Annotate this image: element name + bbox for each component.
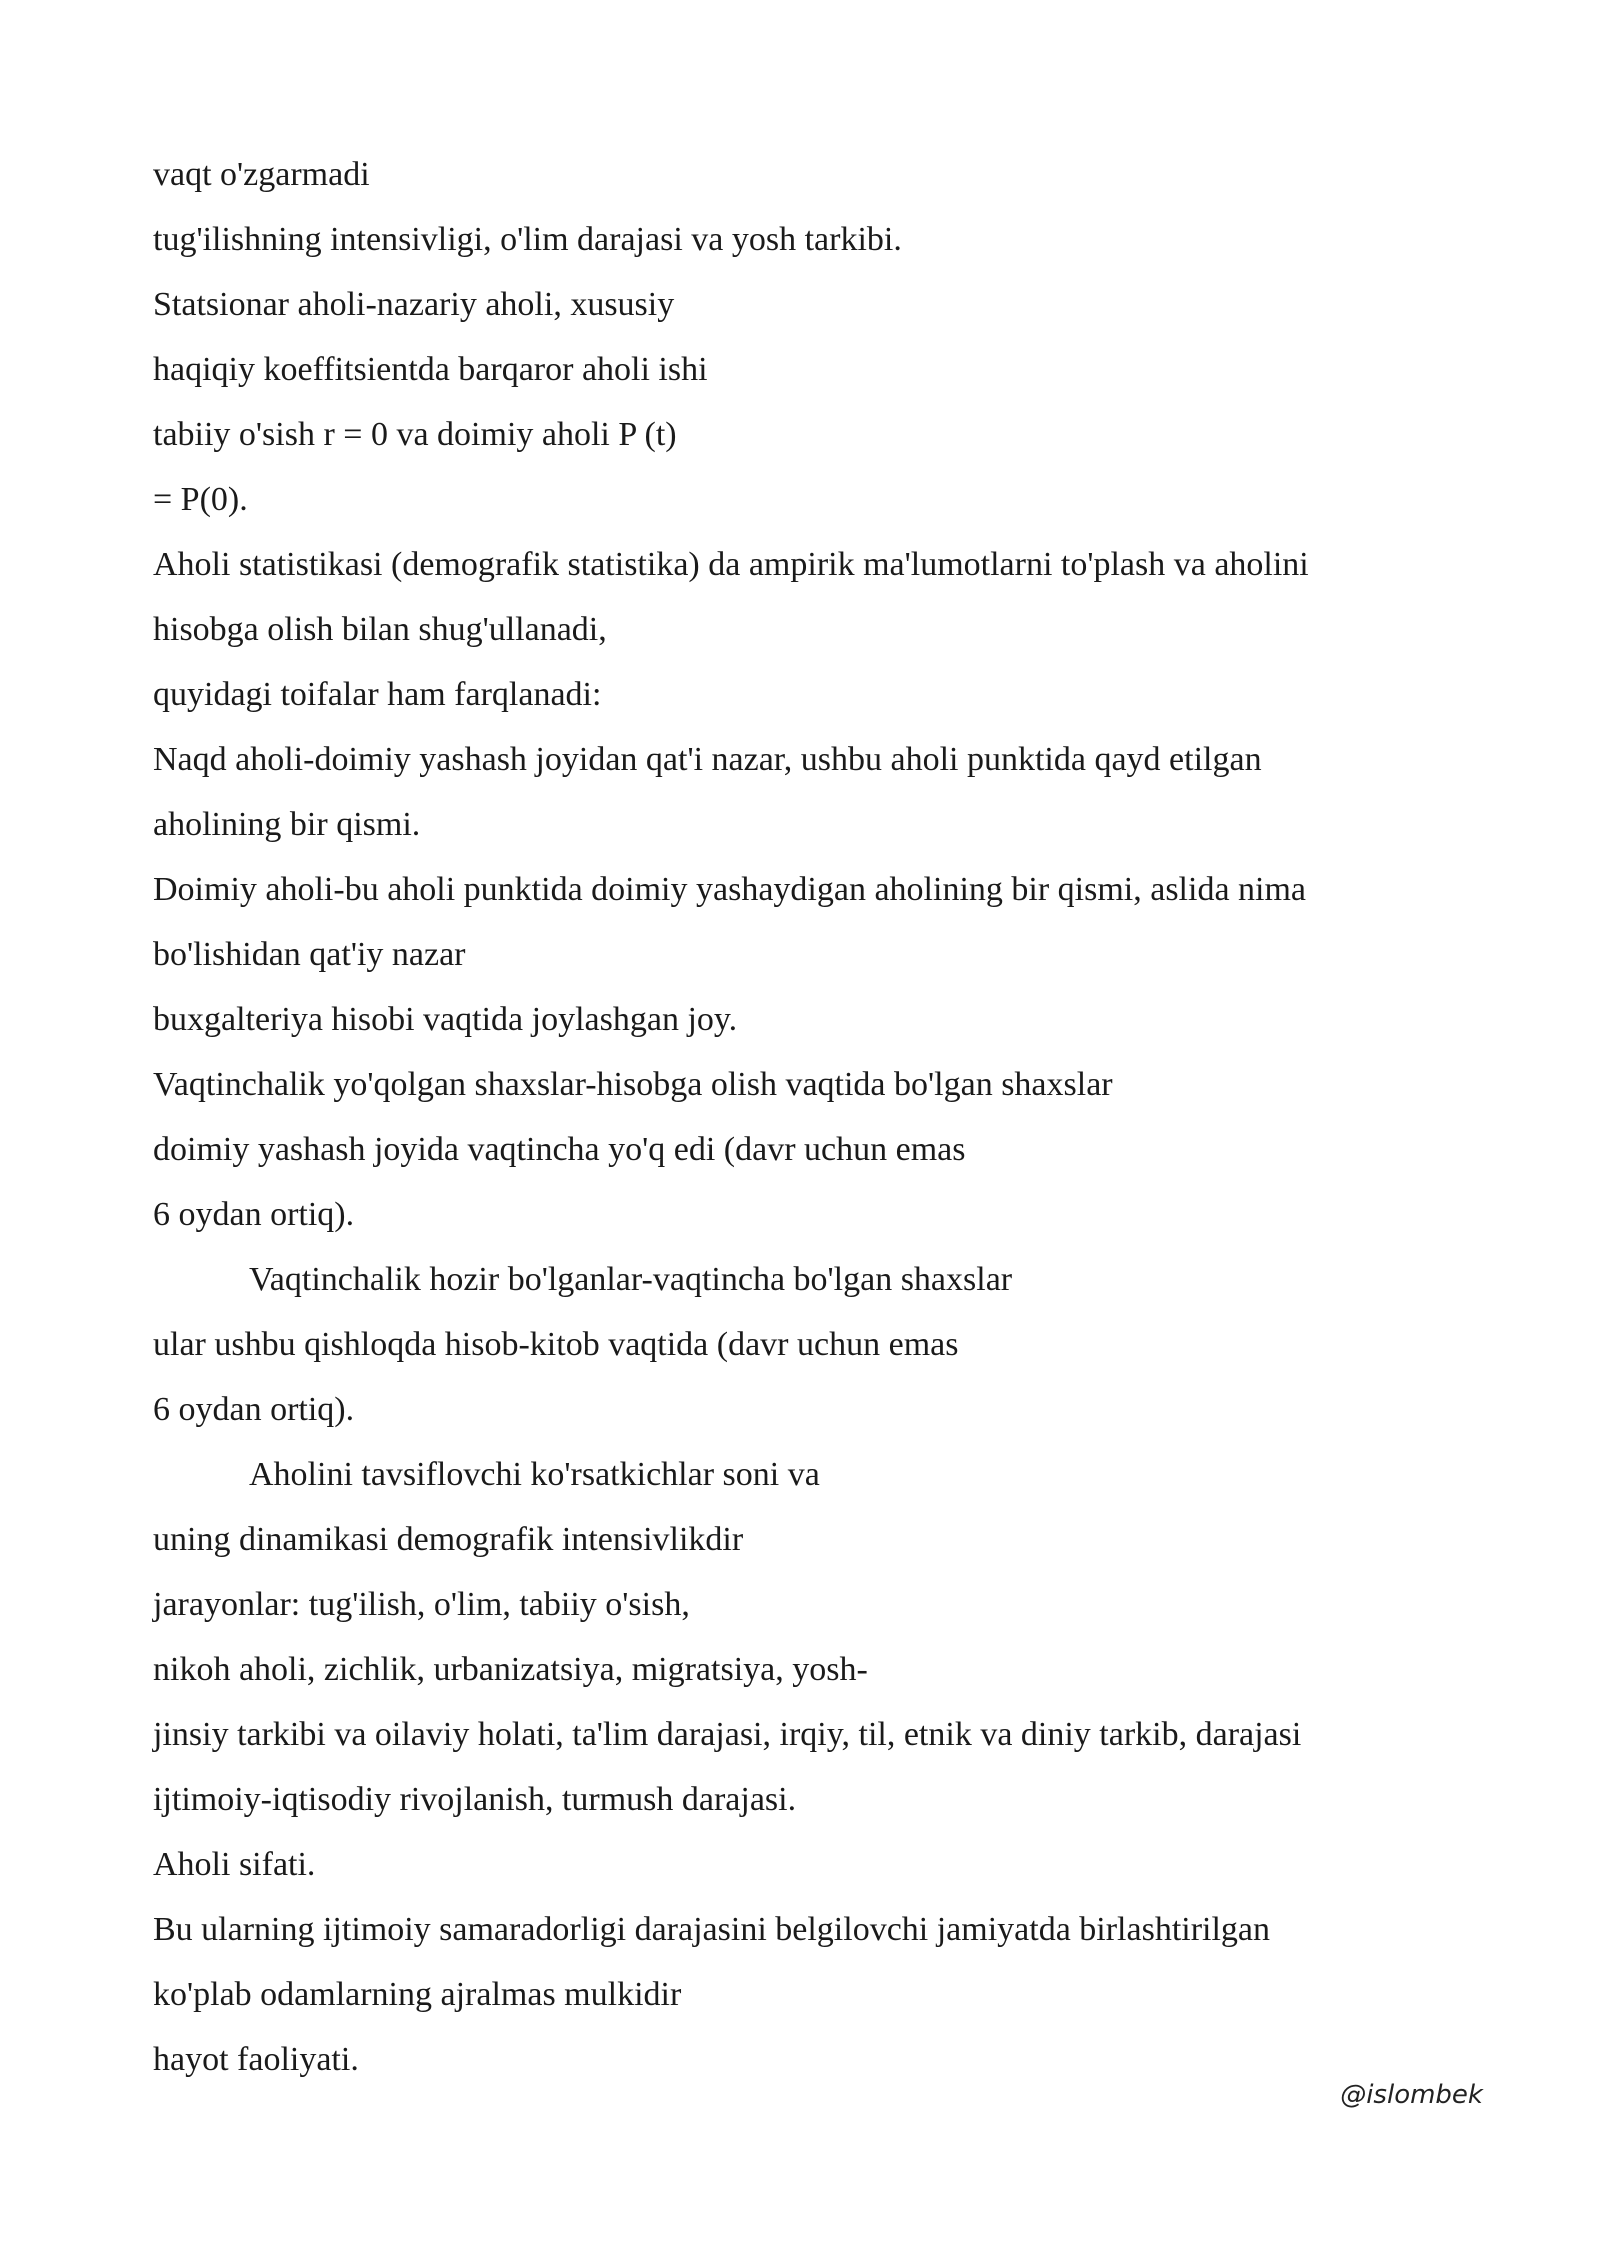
text-line: 6 oydan ortiq). <box>153 1391 355 1428</box>
text-line: jarayonlar: tug'ilish, o'lim, tabiiy o'sish, <box>153 1586 690 1623</box>
text-line: Naqd aholi-doimiy yashash joyidan qat'i nazar, ushbu aholi punktida qayd etilgan <box>153 741 1262 778</box>
text-line: ijtimoiy-iqtisodiy rivojlanish, turmush darajasi. <box>153 1781 797 1818</box>
text-line: jinsiy tarkibi va oilaviy holati, ta'lim darajasi, irqiy, til, etnik va diniy tarkib, darajasi <box>153 1716 1302 1753</box>
document-body-text <box>153 147 1473 2097</box>
text-line: vaqt o'zgarmadi <box>153 156 370 193</box>
text-line: = P(0). <box>153 481 248 518</box>
text-line: aholining bir qismi. <box>153 806 421 843</box>
text-line: doimiy yashash joyida vaqtincha yo'q edi (davr uchun emas <box>153 1131 966 1168</box>
text-line: 6 oydan ortiq). <box>153 1196 355 1233</box>
text-line: nikoh aholi, zichlik, urbanizatsiya, migratsiya, yosh- <box>153 1651 868 1688</box>
text-line: haqiqiy koeffitsientda barqaror aholi ishi <box>153 351 708 388</box>
text-line: buxgalteriya hisobi vaqtida joylashgan joy. <box>153 1001 738 1038</box>
text-line: hisobga olish bilan shug'ullanadi, <box>153 611 607 648</box>
text-line: Aholi statistikasi (demografik statistika) da ampirik ma'lumotlarni to'plash va aholini <box>153 546 1309 583</box>
watermark: @islombek <box>1340 2080 1483 2110</box>
text-line: uning dinamikasi demografik intensivlikdir <box>153 1521 744 1558</box>
text-line: Doimiy aholi-bu aholi punktida doimiy yashaydigan aholining bir qismi, aslida nima <box>153 871 1307 908</box>
text-line: Statsionar aholi-nazariy aholi, xususiy <box>153 286 675 323</box>
text-line: ular ushbu qishloqda hisob-kitob vaqtida (davr uchun emas <box>153 1326 959 1363</box>
text-line: ko'plab odamlarning ajralmas mulkidir <box>153 1976 682 2013</box>
text-line: Aholini tavsiflovchi ko'rsatkichlar soni va <box>249 1456 820 1493</box>
text-line: tug'ilishning intensivligi, o'lim darajasi va yosh tarkibi. <box>153 221 902 258</box>
text-line: Vaqtinchalik yo'qolgan shaxslar-hisobga olish vaqtida bo'lgan shaxslar <box>153 1066 1113 1103</box>
text-line: tabiiy o'sish r = 0 va doimiy aholi P (t) <box>153 416 677 453</box>
text-line: Bu ularning ijtimoiy samaradorligi darajasini belgilovchi jamiyatda birlashtirilgan <box>153 1911 1271 1948</box>
text-line: hayot faoliyati. <box>153 2041 359 2078</box>
text-line: bo'lishidan qat'iy nazar <box>153 936 466 973</box>
text-line: Aholi sifati. <box>153 1846 316 1883</box>
text-line: Vaqtinchalik hozir bo'lganlar-vaqtincha bo'lgan shaxslar <box>249 1261 1013 1298</box>
text-line: quyidagi toifalar ham farqlanadi: <box>153 676 602 713</box>
